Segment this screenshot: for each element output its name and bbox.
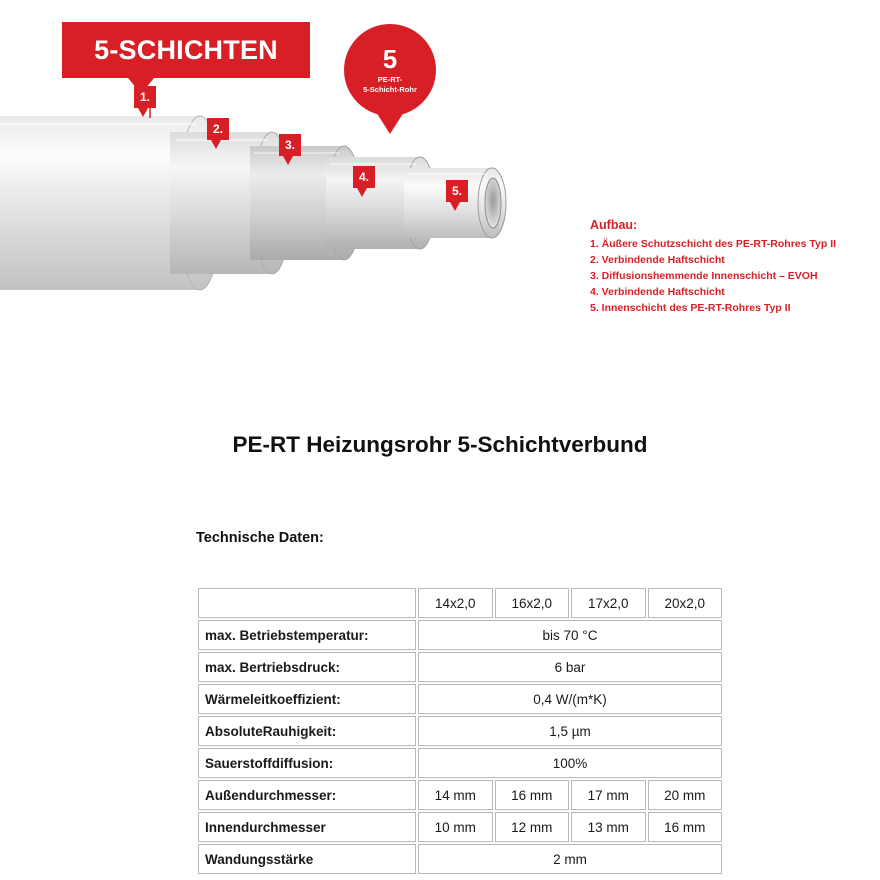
row-value: 17 mm bbox=[571, 780, 646, 810]
table-row bbox=[198, 684, 722, 714]
callout-flag-4: 4. bbox=[353, 166, 375, 188]
row-label: max. Betriebstemperatur: bbox=[198, 620, 416, 650]
row-value: 10 mm bbox=[418, 812, 493, 842]
size-header-cell: 16x2,0 bbox=[495, 588, 570, 618]
schichten-banner bbox=[62, 22, 310, 78]
row-value: 100% bbox=[418, 748, 722, 778]
row-label: Innendurchmesser bbox=[198, 812, 416, 842]
row-value: 16 mm bbox=[648, 812, 723, 842]
row-value: 0,4 W/(m*K) bbox=[418, 684, 722, 714]
callout-flag-2: 2. bbox=[207, 118, 229, 140]
aufbau-title: Aufbau: bbox=[590, 218, 638, 232]
row-value: 12 mm bbox=[495, 812, 570, 842]
table-row-sizes bbox=[198, 588, 722, 618]
callout-flag-5: 5. bbox=[446, 180, 468, 202]
row-label: Wandungsstärke bbox=[198, 844, 416, 874]
row-value: 20 mm bbox=[648, 780, 723, 810]
row-label: Wärmeleitkoeffizient: bbox=[198, 684, 416, 714]
table-row bbox=[198, 780, 722, 810]
aufbau-item: 5. Innenschicht des PE-RT-Rohres Typ II bbox=[590, 301, 791, 314]
callout-flag-3: 3. bbox=[279, 134, 301, 156]
table-row bbox=[198, 812, 722, 842]
row-label: Sauerstoffdiffusion: bbox=[198, 748, 416, 778]
table-row bbox=[198, 652, 722, 682]
size-header-cell: 17x2,0 bbox=[571, 588, 646, 618]
table-row bbox=[198, 716, 722, 746]
row-value: bis 70 °C bbox=[418, 620, 722, 650]
five-layer-badge bbox=[344, 24, 436, 116]
badge-line1: PE-RT- bbox=[377, 74, 403, 84]
row-label: Außendurchmesser: bbox=[198, 780, 416, 810]
callout-flag-1: 1. bbox=[134, 86, 156, 108]
table-row bbox=[198, 748, 722, 778]
aufbau-item: 2. Verbindende Haftschicht bbox=[590, 253, 725, 266]
schichten-banner-label: 5-SCHICHTEN bbox=[94, 34, 278, 65]
aufbau-item: 1. Äußere Schutzschicht des PE-RT-Rohres Typ II bbox=[590, 238, 837, 250]
badge-line2: 5-Schicht-Rohr bbox=[363, 84, 417, 94]
five-layer-badge-pointer bbox=[376, 112, 404, 134]
row-value: 13 mm bbox=[571, 812, 646, 842]
row-value: 2 mm bbox=[418, 844, 722, 874]
aufbau-list bbox=[590, 237, 880, 317]
aufbau-item: 3. Diffusionshemmende Innenschicht – EVOH bbox=[590, 269, 818, 282]
row-value: 6 bar bbox=[418, 652, 722, 682]
size-header-cell: 20x2,0 bbox=[648, 588, 723, 618]
row-value: 14 mm bbox=[418, 780, 493, 810]
product-illustration bbox=[0, 0, 880, 380]
table-corner-cell bbox=[198, 588, 416, 618]
aufbau-legend bbox=[590, 218, 880, 317]
row-value: 16 mm bbox=[495, 780, 570, 810]
size-header-cell: 14x2,0 bbox=[418, 588, 493, 618]
table-row bbox=[198, 844, 722, 874]
table-row bbox=[198, 620, 722, 650]
row-value: 1,5 µm bbox=[418, 716, 722, 746]
row-label: max. Bertriebsdruck: bbox=[198, 652, 416, 682]
aufbau-item: 4. Verbindende Haftschicht bbox=[590, 285, 725, 298]
tech-data-label: Technische Daten: bbox=[196, 530, 324, 546]
tech-data-table bbox=[196, 586, 724, 876]
page-title: PE-RT Heizungsrohr 5-Schichtverbund bbox=[232, 432, 648, 457]
row-label: AbsoluteRauhigkeit: bbox=[198, 716, 416, 746]
badge-number: 5 bbox=[382, 44, 398, 75]
